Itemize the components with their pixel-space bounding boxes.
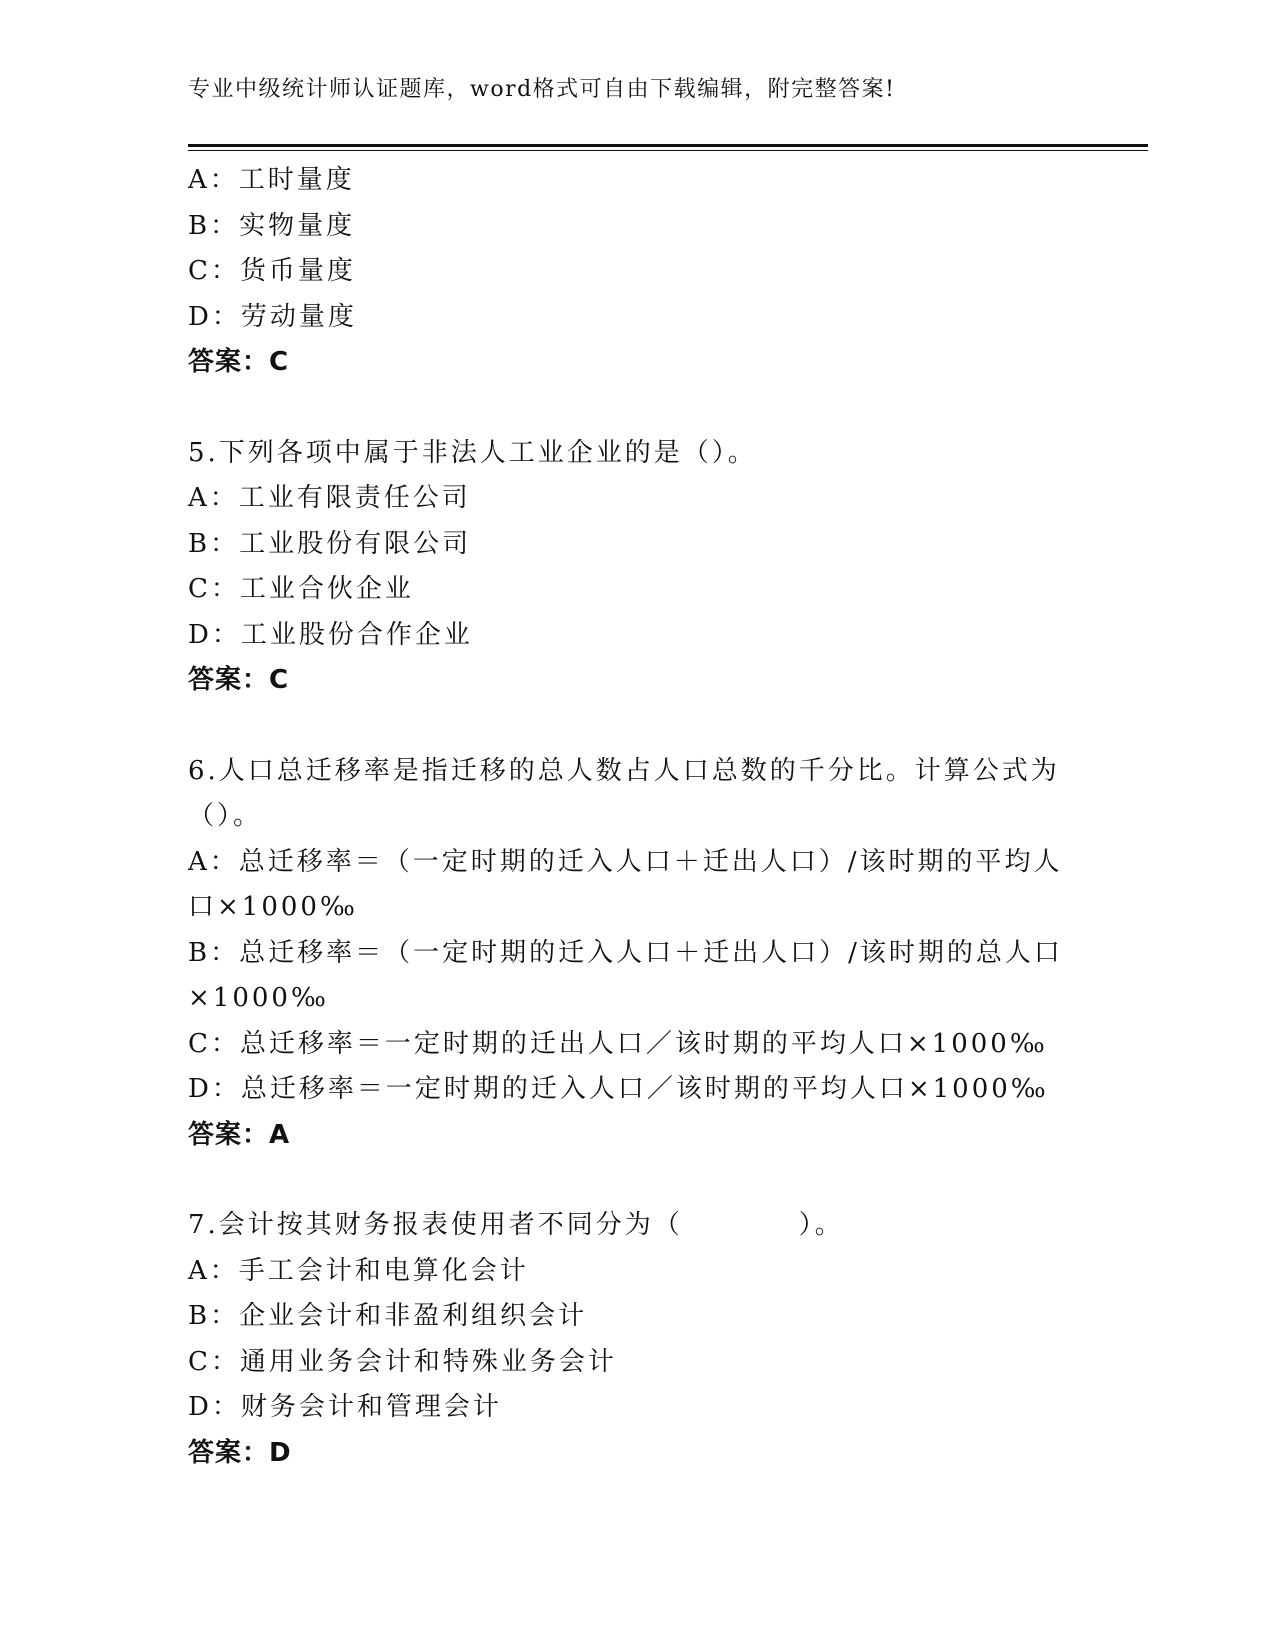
- header-rule-thick: [188, 144, 1148, 147]
- option-c: C：通用业务会计和特殊业务会计: [188, 1346, 617, 1377]
- option-b: B：工业股份有限公司: [188, 528, 472, 559]
- question-text-line-1: 6.人口总迁移率是指迁移的总人数占人口总数的千分比。计算公式为: [188, 755, 1060, 786]
- option-a-line-1: A：总迁移率＝（一定时期的迁入人口＋迁出人口）/该时期的平均人: [188, 846, 1063, 877]
- question-text: 7.会计按其财务报表使用者不同分为（ ）。: [188, 1210, 844, 1240]
- page-header: 专业中级统计师认证题库，word格式可自由下载编辑，附完整答案!: [188, 77, 896, 102]
- question-5-block: [188, 431, 1068, 704]
- option-a: A：工时量度: [188, 165, 355, 195]
- option-c: C：工业合伙企业: [188, 574, 414, 604]
- question-6-block: [188, 749, 1068, 1159]
- option-c: C：总迁移率＝一定时期的迁出人口／该时期的平均人口×1000‰: [188, 1028, 1048, 1059]
- question-text-line-2: （）。: [188, 801, 263, 831]
- option-b: B：实物量度: [188, 210, 356, 241]
- answer: 答案：C: [188, 347, 290, 377]
- answer: 答案：D: [188, 1437, 292, 1468]
- prev-question-block: [188, 158, 1068, 386]
- option-a: A：手工会计和电算化会计: [188, 1255, 529, 1286]
- header-rule-thin: [188, 150, 1148, 151]
- question-content: [188, 158, 1068, 1476]
- option-c: C：货币量度: [188, 256, 356, 286]
- option-d: D：财务会计和管理会计: [188, 1392, 502, 1422]
- answer: 答案：A: [188, 1119, 291, 1150]
- option-b: B：企业会计和非盈利组织会计: [188, 1301, 588, 1331]
- option-a-line-2: 口×1000‰: [188, 892, 358, 922]
- option-a: A：工业有限责任公司: [188, 483, 471, 513]
- question-7-block: [188, 1203, 1068, 1476]
- option-d: D：劳动量度: [188, 301, 357, 332]
- answer: 答案：C: [188, 665, 290, 695]
- question-text: 5.下列各项中属于非法人工业企业的是（）。: [188, 437, 757, 468]
- option-b-line-2: ×1000‰: [188, 983, 329, 1013]
- option-b-line-1: B：总迁移率＝（一定时期的迁入人口＋迁出人口）/该时期的总人口: [188, 937, 1063, 968]
- option-d: D：工业股份合作企业: [188, 619, 473, 650]
- option-d: D：总迁移率＝一定时期的迁入人口／该时期的平均人口×1000‰: [188, 1074, 1049, 1104]
